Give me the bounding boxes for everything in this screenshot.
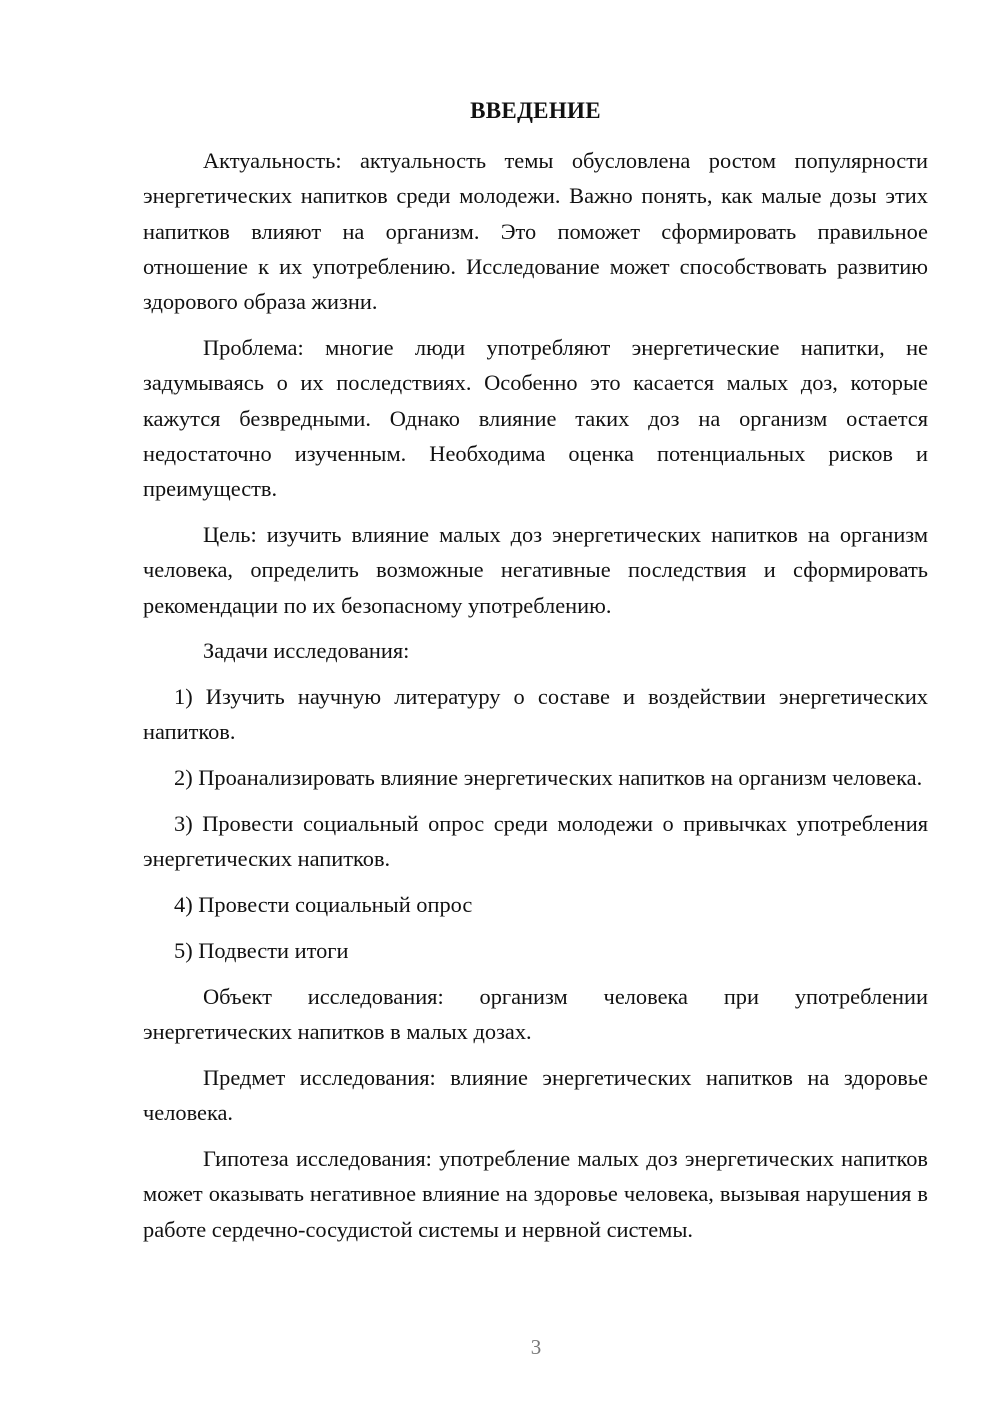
task-item-3: 3) Провести социальный опрос среди молодежи о привычках употребления энергетических напитков. — [143, 811, 928, 872]
page-title: ВВЕДЕНИЕ — [470, 98, 601, 123]
page-number: 3 — [530, 1335, 542, 1359]
document-body — [143, 143, 928, 1247]
problem-paragraph: Проблема: многие люди употребляют энергетические напитки, не задумываясь о их последствиях. Особенно это касается малых доз, которые кажутся безвредными. Однако влияние таких доз на организм остается недостаточно изученным. Необходима оценка потенциальных рисков и преимуществ. — [143, 334, 928, 502]
task-item-4: 4) Провести социальный опрос — [174, 892, 473, 918]
relevance-paragraph: Актуальность: актуальность темы обусловлена ростом популярности энергетических напитков среди молодежи. Важно понять, как малые дозы этих напитков влияют на организм. Это поможет сформировать правильное отношение к их употреблению. Исследование может способствовать развитию здорового образа жизни. — [143, 148, 928, 315]
task-item-2: 2) Проанализировать влияние энергетических напитков на организм человека. — [174, 765, 923, 791]
subject-paragraph: Предмет исследования: влияние энергетических напитков на здоровье человека. — [143, 1064, 928, 1126]
task-item-5: 5) Подвести итоги — [174, 937, 349, 963]
task-item-1: 1) Изучить научную литературу о составе и воздействии энергетических напитков. — [143, 684, 928, 745]
goal-paragraph: Цель: изучить влияние малых доз энергетических напитков на организм человека, определить возможные негативные последствия и сформировать рекомендации по их безопасному употреблению. — [143, 521, 928, 618]
tasks-title: Задачи исследования: — [203, 638, 410, 664]
hypothesis-paragraph: Гипотеза исследования: употребление малых доз энергетических напитков может оказывать негативное влияние на здоровье человека, вызывая нарушения в работе сердечно-сосудистой системы и нервной системы. — [143, 1145, 928, 1242]
object-paragraph: Объект исследования: организм человека при употреблении энергетических напитков в малых дозах. — [143, 983, 928, 1045]
